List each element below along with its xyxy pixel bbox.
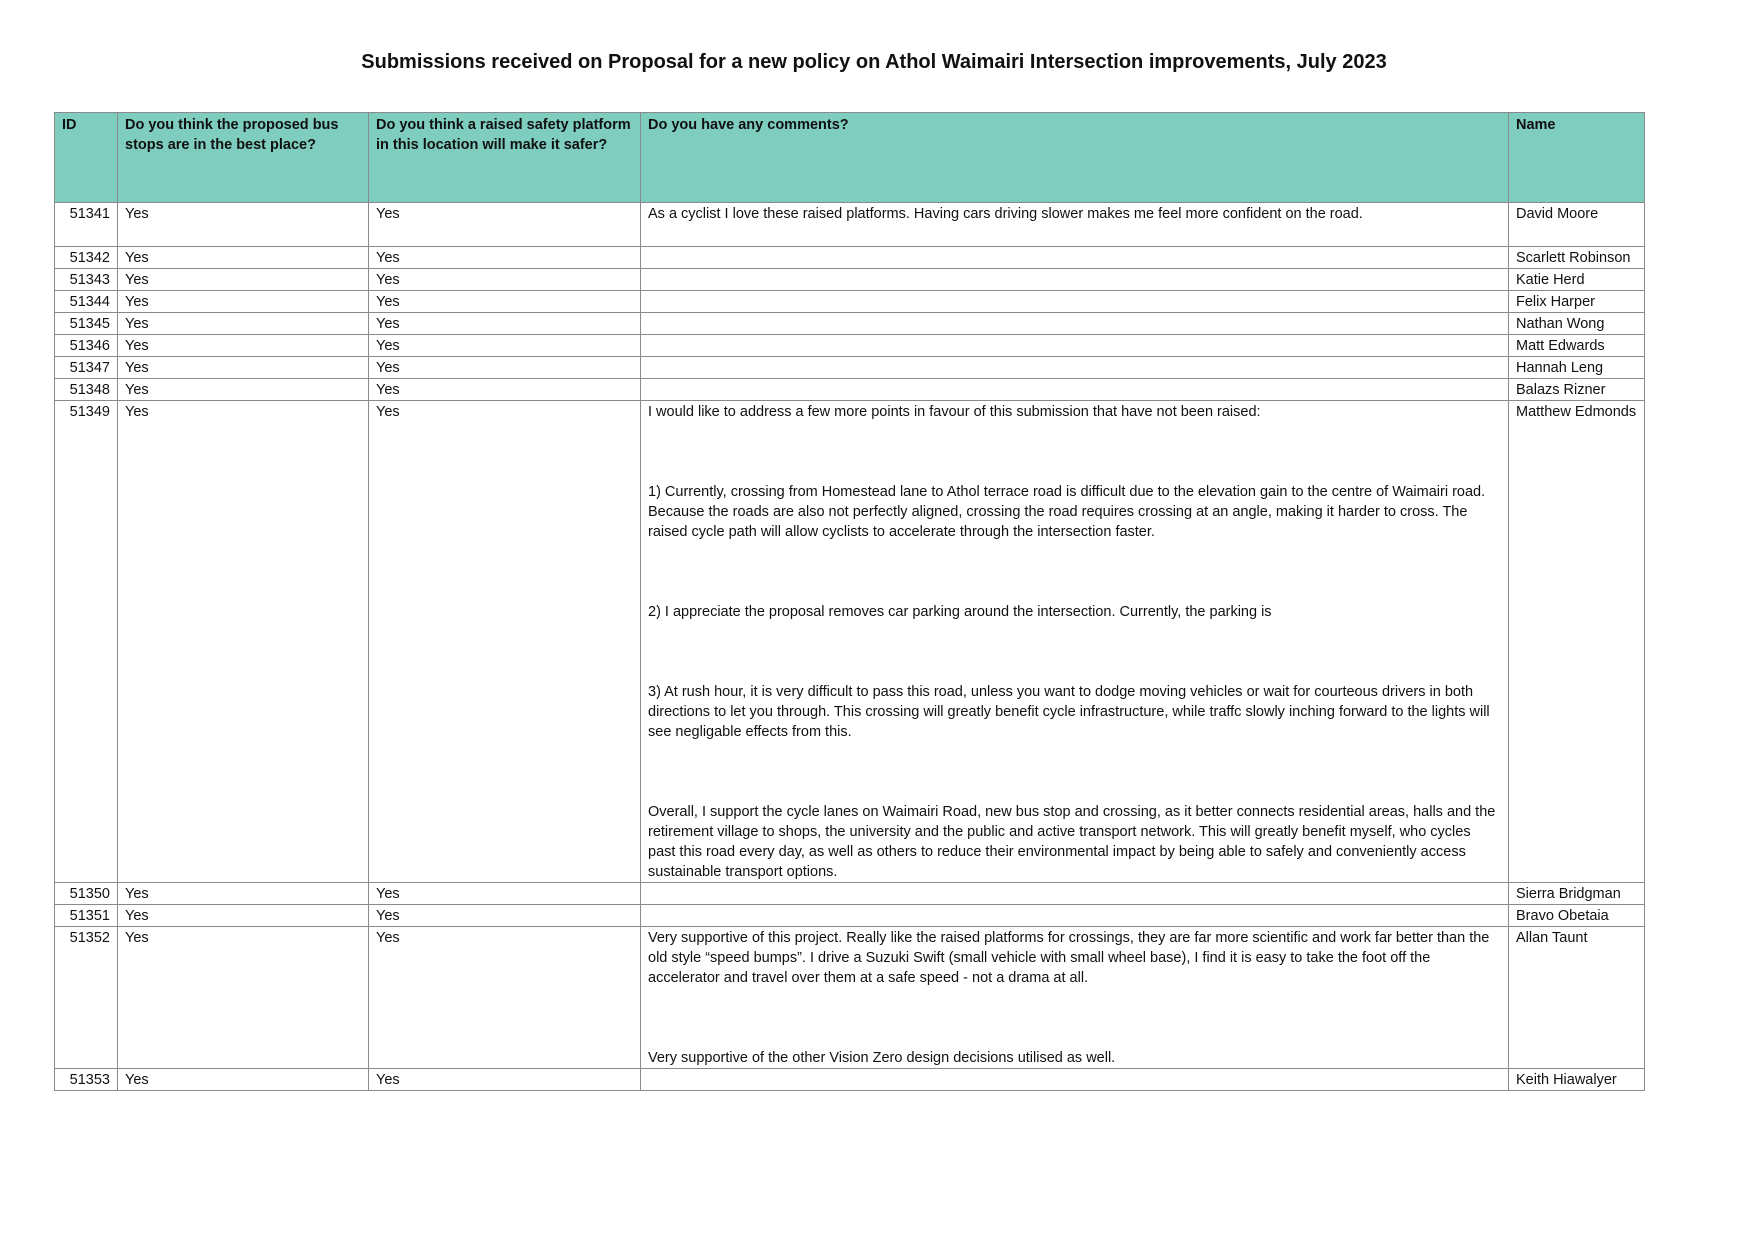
cell-name: Nathan Wong: [1509, 313, 1645, 335]
cell-id: 51349: [55, 401, 118, 883]
table-row: [55, 883, 1645, 905]
table-body: [55, 203, 1645, 1091]
paragraph-gap: [648, 988, 1501, 1048]
table-row: [55, 269, 1645, 291]
cell-name: Allan Taunt: [1509, 927, 1645, 1069]
cell-safety-platform: Yes: [369, 335, 641, 357]
comment-paragraph: As a cyclist I love these raised platforms. Having cars driving slower makes me feel more confident on the road.: [648, 206, 1363, 222]
cell-bus-stops: Yes: [118, 357, 369, 379]
cell-comments: [641, 883, 1509, 905]
cell-safety-platform: Yes: [369, 379, 641, 401]
cell-name: David Moore: [1509, 203, 1645, 247]
column-header-comments: Do you have any comments?: [641, 113, 1509, 203]
cell-bus-stops: Yes: [118, 927, 369, 1069]
cell-comments: [641, 927, 1509, 1069]
cell-id: 51342: [55, 247, 118, 269]
cell-bus-stops: Yes: [118, 1069, 369, 1091]
cell-safety-platform: Yes: [369, 247, 641, 269]
cell-bus-stops: Yes: [118, 883, 369, 905]
cell-id: 51350: [55, 883, 118, 905]
cell-id: 51352: [55, 927, 118, 1069]
paragraph-gap: [648, 622, 1501, 682]
cell-bus-stops: Yes: [118, 269, 369, 291]
cell-comments: [641, 379, 1509, 401]
table-row: [55, 247, 1645, 269]
cell-name: Katie Herd: [1509, 269, 1645, 291]
cell-id: 51351: [55, 905, 118, 927]
cell-safety-platform: Yes: [369, 291, 641, 313]
comment-paragraph: 1) Currently, crossing from Homestead lane to Athol terrace road is difficult due to the elevation gain to the centre of Waimairi road. Because the roads are also not perfectly aligned, crossing the road requires crossing at an angle, making it harder to cross. The raised cycle path will allow cyclists to accelerate through the intersection faster.: [648, 484, 1486, 540]
table-row: [55, 291, 1645, 313]
cell-safety-platform: Yes: [369, 401, 641, 883]
column-header-id: ID: [55, 113, 118, 203]
page-title: Submissions received on Proposal for a new policy on Athol Waimairi Intersection improvements, July 2023: [361, 51, 1387, 73]
header-row: [55, 113, 1645, 203]
cell-name: Bravo Obetaia: [1509, 905, 1645, 927]
cell-bus-stops: Yes: [118, 401, 369, 883]
paragraph-gap: [648, 542, 1501, 602]
cell-comments: [641, 401, 1509, 883]
comment-paragraph: 3) At rush hour, it is very difficult to pass this road, unless you want to dodge moving vehicles or wait for courteous drivers in both directions to let you through. This crossing will greatly benefit cycle infrastructure, while traffc slowly inching forward to the lights will see negligable effects from this.: [648, 684, 1490, 740]
cell-comments: [641, 335, 1509, 357]
table-row: [55, 357, 1645, 379]
cell-comments: [641, 313, 1509, 335]
submissions-table: [54, 112, 1645, 1091]
cell-bus-stops: Yes: [118, 203, 369, 247]
cell-safety-platform: Yes: [369, 927, 641, 1069]
comment-paragraph: Very supportive of this project. Really like the raised platforms for crossings, they are far more scientific and work far better than the old style “speed bumps”. I drive a Suzuki Swift (small vehicle with small wheel base), I find it is easy to take the foot off the accelerator and travel over them at a safe speed - not a drama at all.: [648, 930, 1490, 986]
cell-bus-stops: Yes: [118, 247, 369, 269]
cell-id: 51353: [55, 1069, 118, 1091]
comment-paragraph: 2) I appreciate the proposal removes car parking around the intersection. Currently, the parking is: [648, 604, 1272, 620]
cell-id: 51345: [55, 313, 118, 335]
cell-comments: [641, 203, 1509, 247]
cell-safety-platform: Yes: [369, 357, 641, 379]
table-row: [55, 379, 1645, 401]
cell-comments: [641, 269, 1509, 291]
cell-comments: [641, 357, 1509, 379]
cell-safety-platform: Yes: [369, 883, 641, 905]
cell-safety-platform: Yes: [369, 203, 641, 247]
cell-name: Felix Harper: [1509, 291, 1645, 313]
table-row: [55, 401, 1645, 883]
cell-bus-stops: Yes: [118, 335, 369, 357]
cell-comments: [641, 291, 1509, 313]
column-header-bus-stops: Do you think the proposed bus stops are in the best place?: [118, 113, 369, 203]
paragraph-gap: [648, 422, 1501, 482]
table-row: [55, 313, 1645, 335]
cell-id: 51341: [55, 203, 118, 247]
paragraph-gap: [648, 742, 1501, 802]
cell-comments: [641, 1069, 1509, 1091]
cell-safety-platform: Yes: [369, 313, 641, 335]
cell-id: 51347: [55, 357, 118, 379]
cell-bus-stops: Yes: [118, 313, 369, 335]
cell-safety-platform: Yes: [369, 269, 641, 291]
cell-name: Sierra Bridgman: [1509, 883, 1645, 905]
table-row: [55, 905, 1645, 927]
cell-name: Matt Edwards: [1509, 335, 1645, 357]
column-header-safety-platform: Do you think a raised safety platform in this location will make it safer?: [369, 113, 641, 203]
cell-comments: [641, 905, 1509, 927]
cell-safety-platform: Yes: [369, 905, 641, 927]
cell-name: Matthew Edmonds: [1509, 401, 1645, 883]
cell-id: 51344: [55, 291, 118, 313]
table-row: [55, 1069, 1645, 1091]
cell-name: Hannah Leng: [1509, 357, 1645, 379]
cell-comments: [641, 247, 1509, 269]
comment-paragraph: I would like to address a few more points in favour of this submission that have not been raised:: [648, 404, 1261, 420]
cell-name: Scarlett Robinson: [1509, 247, 1645, 269]
cell-id: 51348: [55, 379, 118, 401]
cell-bus-stops: Yes: [118, 379, 369, 401]
cell-safety-platform: Yes: [369, 1069, 641, 1091]
cell-id: 51346: [55, 335, 118, 357]
cell-bus-stops: Yes: [118, 291, 369, 313]
comment-paragraph: Overall, I support the cycle lanes on Waimairi Road, new bus stop and crossing, as it better connects residential areas, halls and the retirement village to shops, the university and the public and active transport network. This will greatly benefit myself, who cycles past this road every day, as well as others to reduce their environmental impact by being able to safely and conveniently access sustainable transport options.: [648, 804, 1496, 880]
cell-name: Keith Hiawalyer: [1509, 1069, 1645, 1091]
cell-id: 51343: [55, 269, 118, 291]
cell-bus-stops: Yes: [118, 905, 369, 927]
table-row: [55, 203, 1645, 247]
comment-paragraph: Very supportive of the other Vision Zero design decisions utilised as well.: [648, 1050, 1116, 1066]
cell-name: Balazs Rizner: [1509, 379, 1645, 401]
table-row: [55, 335, 1645, 357]
table-row: [55, 927, 1645, 1069]
column-header-name: Name: [1509, 113, 1645, 203]
